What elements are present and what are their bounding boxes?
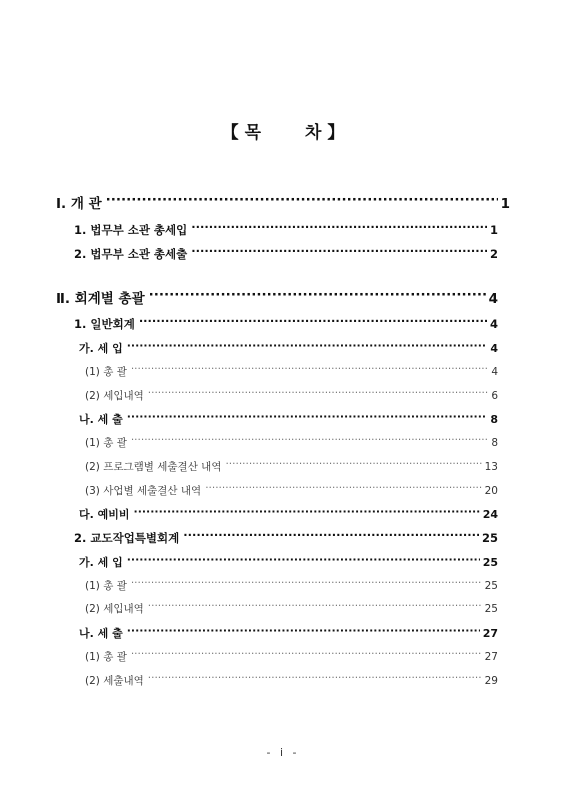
leader-dots xyxy=(127,341,488,352)
leader-dots xyxy=(127,626,480,637)
leader-dots xyxy=(191,247,487,259)
toc-entry-label: (1) 총 괄 xyxy=(85,580,127,592)
toc-entry-label: (2) 세입내역 xyxy=(85,390,144,402)
toc-entry[interactable] xyxy=(56,192,510,212)
toc-entry-label: (2) 프로그램별 세출결산 내역 xyxy=(85,461,222,473)
toc-entry[interactable] xyxy=(74,530,498,546)
toc-entry-label: 나. 세 출 xyxy=(79,627,123,640)
toc-entry-page: 25 xyxy=(484,603,498,615)
toc-entry[interactable] xyxy=(74,316,498,332)
leader-dots xyxy=(127,555,480,566)
toc-entry[interactable] xyxy=(79,554,498,570)
toc-entry[interactable] xyxy=(85,673,498,688)
leader-dots xyxy=(131,579,482,590)
toc-entry-page: 4 xyxy=(491,366,498,378)
leader-dots xyxy=(106,195,498,209)
toc-entry[interactable] xyxy=(79,506,498,522)
toc-entry-page: 25 xyxy=(484,580,498,592)
toc-entry-page: 8 xyxy=(491,437,498,449)
toc-entry-label: 2. 교도작업특별회계 xyxy=(74,531,180,545)
toc-entry[interactable] xyxy=(85,601,498,616)
toc-entry-label: (1) 총 괄 xyxy=(85,651,127,663)
leader-dots xyxy=(139,317,487,329)
leader-dots xyxy=(148,602,482,613)
toc-entry[interactable] xyxy=(85,388,498,403)
toc-entry-label: (3) 사업별 세출결산 내역 xyxy=(85,485,202,497)
toc-entry[interactable] xyxy=(85,435,498,450)
toc-entry-page: 4 xyxy=(490,342,498,355)
toc-entry-label: (1) 총 괄 xyxy=(85,437,127,449)
title-open: 【 목 xyxy=(221,123,261,143)
toc-entry-page: 25 xyxy=(482,556,498,569)
leader-dots xyxy=(205,484,481,495)
toc-entry-page: 4 xyxy=(489,317,498,331)
toc-entry-page: 1 xyxy=(489,223,498,237)
toc-entry-page: 4 xyxy=(488,291,498,307)
leader-dots xyxy=(134,507,480,518)
toc-entry-label: 1. 일반회계 xyxy=(74,317,135,331)
toc-entry-label: 나. 세 출 xyxy=(79,413,123,426)
page-number: - i - xyxy=(266,746,300,759)
toc-entry-label: (1) 총 괄 xyxy=(85,366,127,378)
leader-dots xyxy=(225,460,481,471)
toc-entry[interactable] xyxy=(85,483,498,498)
toc-entry[interactable] xyxy=(85,578,498,593)
leader-dots xyxy=(148,674,482,685)
toc-entry-page: 2 xyxy=(489,247,498,261)
toc-entry-page: 27 xyxy=(484,651,498,663)
toc-entry[interactable] xyxy=(85,649,498,664)
toc-entry-page: 24 xyxy=(482,508,498,521)
toc-entry-label: (2) 세입내역 xyxy=(85,603,144,615)
toc-entry[interactable] xyxy=(74,246,498,262)
toc-entry-page: 1 xyxy=(500,196,510,212)
leader-dots xyxy=(131,365,488,376)
leader-dots xyxy=(183,531,479,543)
toc-entry[interactable] xyxy=(85,459,498,474)
toc-entry-page: 27 xyxy=(482,627,498,640)
toc-entry-label: Ⅱ. 회계별 총괄 xyxy=(56,291,145,307)
toc-entry-page: 8 xyxy=(490,413,498,426)
leader-dots xyxy=(148,389,489,400)
toc-entry-label: 가. 세 입 xyxy=(79,556,123,569)
toc-entry-page: 25 xyxy=(481,531,498,545)
leader-dots xyxy=(131,650,482,661)
toc-entry[interactable] xyxy=(79,340,498,356)
toc-entry-page: 6 xyxy=(491,390,498,402)
toc-entry-label: 1. 법무부 소관 총세입 xyxy=(74,223,188,237)
leader-dots xyxy=(149,290,486,304)
toc-entry[interactable] xyxy=(85,364,498,379)
toc-entry-page: 20 xyxy=(484,485,498,497)
toc-entry[interactable] xyxy=(79,411,498,427)
toc-entry-page: 13 xyxy=(484,461,498,473)
toc-entry-label: 가. 세 입 xyxy=(79,342,123,355)
toc-entry[interactable] xyxy=(56,287,498,307)
toc-entry-label: 다. 예비비 xyxy=(79,508,130,521)
toc-entry-label: Ⅰ. 개 관 xyxy=(56,196,102,212)
toc-entry-page: 29 xyxy=(484,675,498,687)
toc-entry[interactable] xyxy=(74,222,498,238)
toc-entry[interactable] xyxy=(79,625,498,641)
leader-dots xyxy=(131,436,488,447)
title-close: 차 】 xyxy=(305,123,345,143)
toc-entry-label: 2. 법무부 소관 총세출 xyxy=(74,247,188,261)
leader-dots xyxy=(191,223,487,235)
leader-dots xyxy=(127,412,488,423)
toc-entry-label: (2) 세출내역 xyxy=(85,675,144,687)
